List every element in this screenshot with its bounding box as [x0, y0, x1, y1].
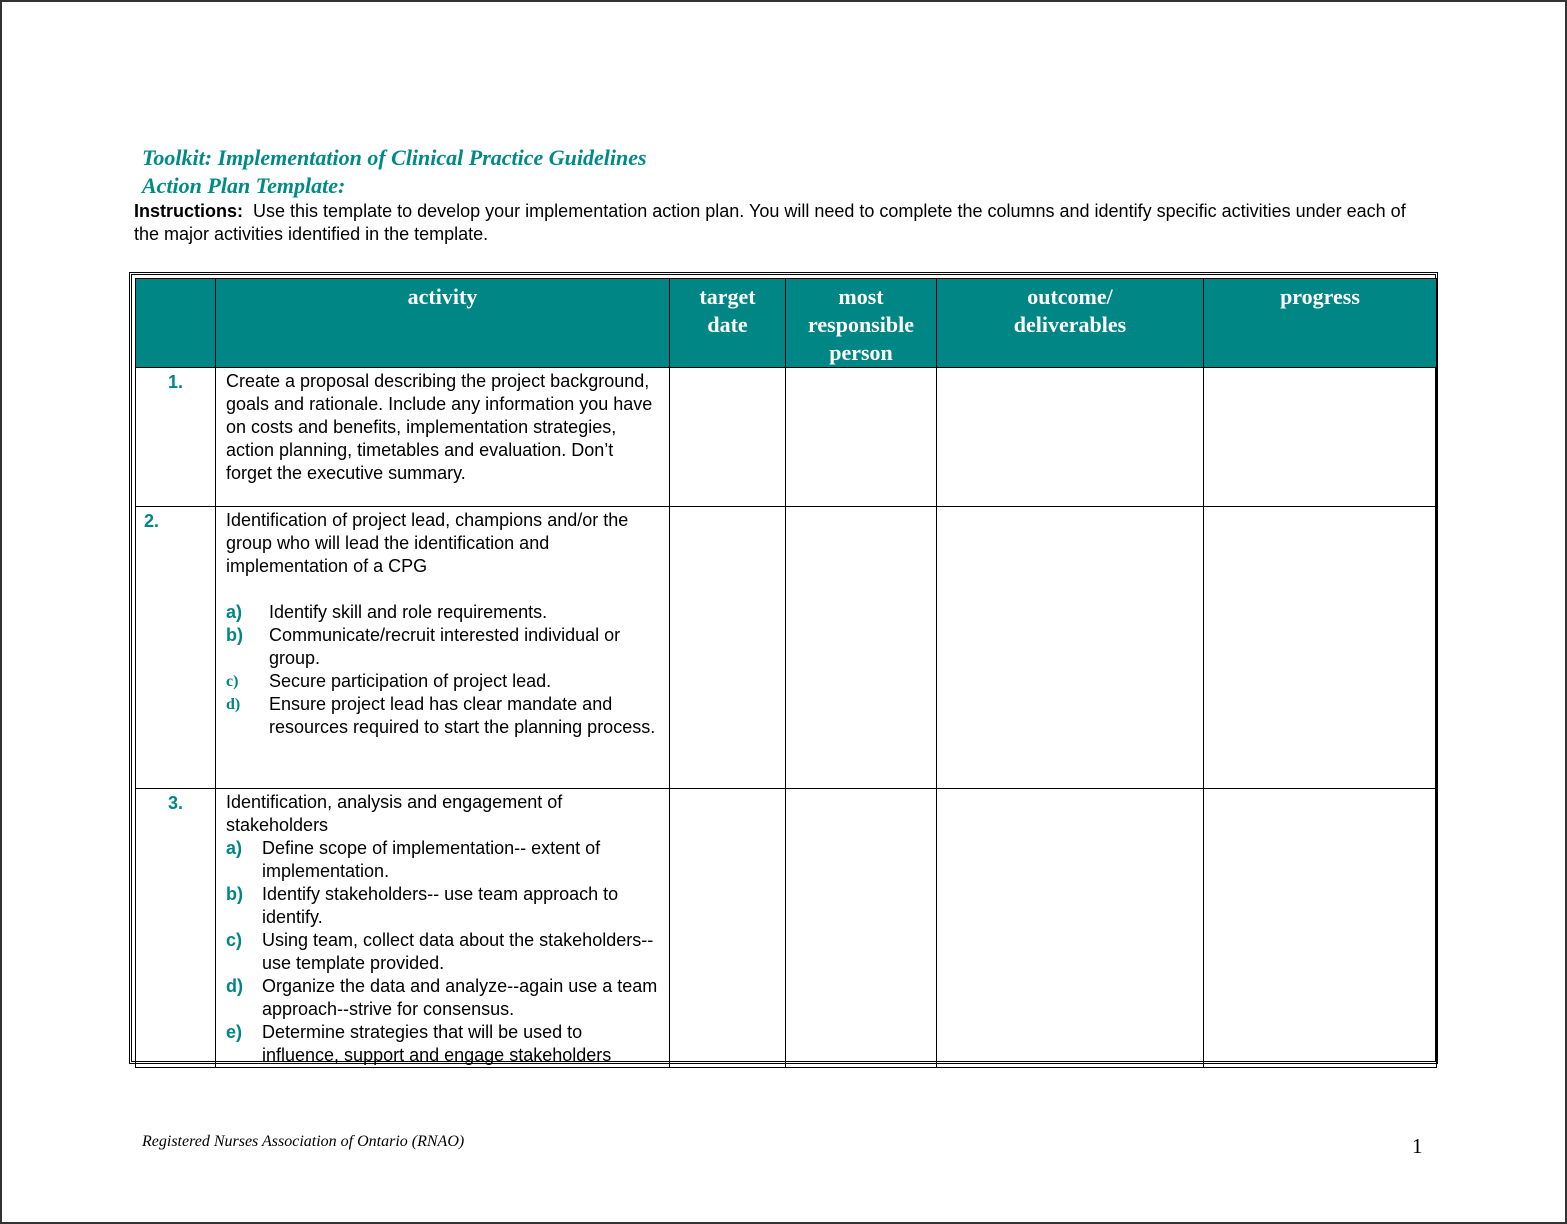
- list-item: [226, 975, 659, 1021]
- list-letter: d): [226, 696, 241, 713]
- table-row: [136, 789, 1437, 1068]
- list-item: [226, 883, 659, 929]
- list-letter: b): [226, 884, 243, 904]
- target-date-cell[interactable]: [670, 789, 786, 1068]
- row-number: 3.: [136, 789, 216, 1068]
- list-letter: a): [226, 602, 243, 622]
- activity-text: Create a proposal describing the project background, goals and rationale. Include any information you have on costs and benefits, implementation strategies, action planning, timetables and evaluation. Don’t forget the executive summary.: [226, 371, 653, 483]
- list-item: [226, 929, 659, 975]
- list-item: [226, 837, 659, 883]
- document-title: Toolkit: Implementation of Clinical Practice Guidelines: [142, 145, 647, 170]
- list-item: [226, 693, 659, 739]
- target-date-cell[interactable]: [670, 507, 786, 789]
- list-text: Secure participation of project lead.: [269, 671, 552, 691]
- activity-text: Identification of project lead, champions and/or the group who will lead the identification and implementation of a CPG: [226, 510, 629, 576]
- list-text: Determine strategies that will be used to influence, support and engage stakeholders: [262, 1022, 612, 1065]
- header-responsible-person: most responsible person: [786, 279, 937, 368]
- outcome-cell[interactable]: [937, 789, 1204, 1068]
- table-header-row: [136, 279, 1437, 368]
- instructions-text: Use this template to develop your implementation action plan. You will need to complete the columns and identify specific activities under each of the major activities identified in the template.: [134, 201, 1406, 244]
- list-text: Using team, collect data about the stakeholders-- use template provided.: [262, 930, 654, 973]
- responsible-person-cell[interactable]: [786, 789, 937, 1068]
- table-row: [136, 507, 1437, 789]
- activity-cell: [216, 507, 670, 789]
- list-text: Identify skill and role requirements.: [269, 602, 548, 622]
- row-number: 2.: [136, 507, 216, 789]
- header-outcome-deliverables: outcome/ deliverables: [937, 279, 1204, 368]
- sub-activity-list: [226, 601, 659, 739]
- table-row: [136, 368, 1437, 507]
- row-number: 1.: [136, 368, 216, 507]
- progress-cell[interactable]: [1204, 507, 1437, 789]
- list-item: [226, 1021, 659, 1067]
- list-text: Communicate/recruit interested individual or group.: [269, 625, 621, 668]
- list-text: Define scope of implementation-- extent of implementation.: [262, 838, 601, 881]
- activity-cell: [216, 368, 670, 507]
- list-letter: a): [226, 838, 243, 858]
- outcome-cell[interactable]: [937, 507, 1204, 789]
- list-text: Identify stakeholders-- use team approach to identify.: [262, 884, 619, 927]
- outcome-cell[interactable]: [937, 368, 1204, 507]
- instructions-label: Instructions:: [134, 201, 244, 221]
- footer-organization: Registered Nurses Association of Ontario (RNAO): [142, 1133, 465, 1150]
- activity-text: Identification, analysis and engagement of stakeholders: [226, 792, 563, 835]
- list-letter: c): [226, 673, 239, 690]
- list-letter: e): [226, 1022, 243, 1042]
- progress-cell[interactable]: [1204, 789, 1437, 1068]
- header-target-date: target date: [670, 279, 786, 368]
- list-item: [226, 670, 659, 693]
- document-subtitle: Action Plan Template:: [142, 173, 346, 198]
- list-letter: b): [226, 625, 243, 645]
- responsible-person-cell[interactable]: [786, 507, 937, 789]
- sub-activity-list: [226, 837, 659, 1067]
- activity-cell: [216, 789, 670, 1068]
- list-item: [226, 624, 659, 670]
- progress-cell[interactable]: [1204, 368, 1437, 507]
- header-activity: activity: [216, 279, 670, 368]
- action-plan-table-frame: [129, 272, 1438, 1064]
- action-plan-table: [135, 278, 1437, 1068]
- list-text: Ensure project lead has clear mandate and resources required to start the planning process.: [269, 694, 656, 737]
- responsible-person-cell[interactable]: [786, 368, 937, 507]
- page-number: 1: [1412, 1134, 1423, 1158]
- list-item: [226, 601, 659, 624]
- target-date-cell[interactable]: [670, 368, 786, 507]
- list-letter: c): [226, 930, 243, 950]
- list-letter: d): [226, 976, 243, 996]
- header-number: [136, 279, 216, 368]
- list-text: Organize the data and analyze--again use a team approach--strive for consensus.: [262, 976, 658, 1019]
- header-progress: progress: [1204, 279, 1437, 368]
- instructions: [134, 200, 1434, 246]
